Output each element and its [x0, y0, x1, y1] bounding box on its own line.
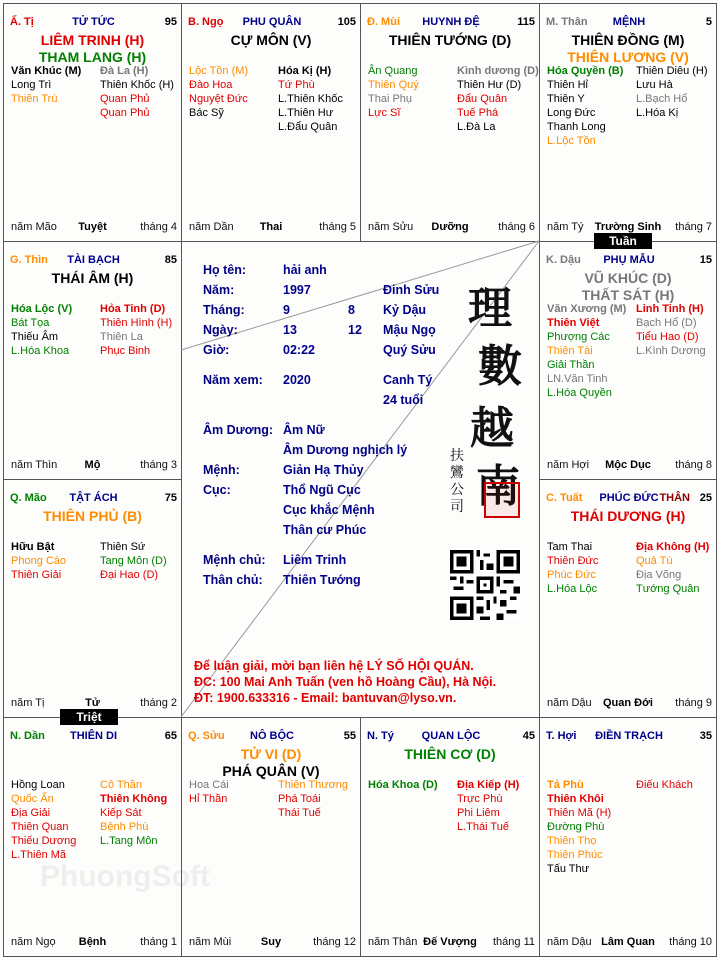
palace-year: năm Thìn	[11, 459, 58, 471]
palace-name: QUAN LỘC	[421, 730, 481, 742]
ho-ten-value: hải anh	[283, 263, 327, 277]
palace-dai-han-number: 5	[705, 16, 712, 28]
minor-star: Ân Quang	[368, 65, 418, 77]
minor-star: Thiên Y	[547, 93, 585, 105]
thang-label: Tháng:	[203, 303, 245, 317]
minor-star: Tang Môn (D)	[100, 555, 167, 567]
palace-can-chi: G. Thìn	[10, 254, 48, 266]
minor-star: Tam Thai	[547, 541, 593, 553]
palace-dai-han-number: 75	[164, 492, 177, 504]
minor-star: Phá Toái	[278, 793, 321, 805]
palace-truong-sinh: Suy	[260, 936, 282, 948]
nam-xem-can-chi: Canh Tý	[383, 373, 433, 387]
main-star: THAM LANG (H)	[38, 49, 147, 65]
minor-star: Hóa Kị (H)	[278, 65, 332, 77]
nam-label: Năm:	[203, 283, 235, 297]
calligraphy-char-4: 南	[476, 461, 520, 512]
minor-star: L.Thiên Khốc	[278, 93, 343, 105]
minor-star: Kiếp Sát	[100, 807, 142, 819]
main-star: THÁI DƯƠNG (H)	[570, 508, 686, 524]
palace-can-chi: Đ. Mùi	[367, 16, 400, 28]
palace-month: tháng 12	[313, 936, 356, 948]
than-chu-label: Thân chủ:	[203, 573, 263, 587]
minor-star: Hỉ Thần	[189, 793, 228, 805]
palace-month: tháng 3	[140, 459, 177, 471]
minor-star: Đại Hao (D)	[100, 569, 159, 581]
minor-star: Linh Tinh (H)	[636, 303, 704, 315]
minor-star: Bát Tọa	[11, 317, 50, 329]
minor-star: Thiên Hình (H)	[100, 317, 173, 329]
palace-can-chi: K. Dậu	[546, 254, 581, 266]
palace-month: tháng 10	[669, 936, 712, 948]
palace-year: năm Ngọ	[11, 936, 56, 948]
minor-star: Thiên Quý	[368, 79, 419, 91]
minor-star: Thiên Giải	[11, 569, 62, 581]
palace-name: TẬT ÁCH	[69, 492, 118, 504]
palace-year: năm Thân	[368, 936, 418, 948]
main-star: THIÊN CƠ (D)	[404, 746, 496, 762]
palace-truong-sinh: Dưỡng	[431, 221, 469, 233]
tuoi-value: 24 tuổi	[383, 393, 424, 407]
palace-month: tháng 4	[140, 221, 177, 233]
minor-star: Tiểu Hao (D)	[636, 331, 699, 343]
minor-star: Lưu Hà	[636, 79, 673, 91]
tuan-marker: Tuần	[594, 233, 652, 249]
minor-star: Kình dương (D)	[457, 65, 539, 77]
minor-star: L.Hóa Quyền	[547, 387, 612, 399]
minor-star: Lực Sĩ	[368, 107, 401, 119]
palace-name: TỬ TỨC	[72, 16, 115, 28]
nam-xem-label: Năm xem:	[203, 373, 263, 387]
ngay-value: 13	[283, 323, 297, 337]
minor-star: L.Đà La	[457, 121, 496, 133]
minor-star: L.Bạch Hổ	[636, 93, 688, 105]
minor-star: Thiên Phúc	[547, 849, 603, 861]
palace-dai-han-number: 105	[337, 16, 356, 28]
minor-star: L.Thái Tuế	[457, 821, 509, 833]
minor-star: L.Thiên Hư	[278, 107, 334, 119]
palace-dai-han-number: 85	[164, 254, 177, 266]
minor-star: L.Hóa Lộc	[547, 583, 598, 595]
minor-star: Quả Tú	[636, 555, 673, 567]
palace-can-chi: T. Hợi	[546, 730, 577, 742]
palace-truong-sinh: Mộ	[84, 459, 101, 471]
minor-star: Địa Không (H)	[636, 541, 710, 553]
main-star: THIÊN ĐỒNG (M)	[571, 32, 685, 48]
palace-can-chi: N. Tý	[367, 730, 394, 742]
palace-truong-sinh: Lâm Quan	[601, 936, 655, 948]
minor-star: LN.Văn Tinh	[547, 373, 608, 385]
minor-star: Bạch Hổ (D)	[636, 317, 697, 329]
palace-can-chi: M. Thân	[546, 16, 588, 28]
am-duong-label: Âm Dương:	[203, 423, 274, 437]
minor-star: Văn Xương (M)	[547, 303, 627, 315]
minor-star: Thanh Long	[547, 121, 606, 133]
minor-star: Địa Giải	[11, 807, 51, 819]
palace-month: tháng 2	[140, 697, 177, 709]
palace-truong-sinh: Trường Sinh	[594, 221, 662, 233]
palace-can-chi: Q. Mão	[10, 492, 47, 504]
minor-star: Hóa Khoa (D)	[368, 779, 438, 791]
main-star: THIÊN PHỦ (B)	[43, 508, 142, 524]
cuc-value-2: Cục khắc Mệnh	[283, 503, 375, 517]
minor-star: Đà La (H)	[100, 65, 149, 77]
minor-star: Phúc Đức	[547, 569, 596, 581]
minor-star: Quan Phủ	[100, 93, 150, 105]
thang-am-value: 8	[348, 303, 355, 317]
qr-code	[450, 550, 520, 620]
minor-star: Thái Tuế	[278, 807, 321, 819]
than-chu-value: Thiên Tướng	[283, 573, 361, 587]
minor-star: L.Hóa Kị	[636, 107, 679, 119]
minor-star: Thiên Thương	[278, 779, 349, 791]
palace-year: năm Tý	[547, 221, 584, 233]
palace-month: tháng 9	[675, 697, 712, 709]
palace-month: tháng 6	[498, 221, 535, 233]
minor-star: L.Tang Môn	[100, 835, 158, 847]
ngay-label: Ngày:	[203, 323, 238, 337]
palace-name: PHỤ MẪU	[603, 254, 655, 266]
minor-star: Hữu Bật	[11, 541, 55, 553]
palace-dai-han-number: 65	[164, 730, 177, 742]
palace-dai-han-number: 55	[343, 730, 356, 742]
menh-chu-label: Mệnh chủ:	[203, 553, 266, 567]
minor-star: Tướng Quân	[636, 583, 700, 595]
minor-star: Thiên Việt	[547, 317, 600, 329]
nam-xem-value: 2020	[283, 373, 311, 387]
palace-truong-sinh: Bệnh	[78, 936, 107, 948]
palace-can-chi: Ấ. Tị	[10, 16, 34, 28]
palace-name: ĐIỀN TRẠCH	[595, 730, 663, 742]
palace-truong-sinh: Tử	[85, 697, 100, 709]
minor-star: L.Kình Dương	[636, 345, 706, 357]
thang-value: 9	[283, 303, 290, 317]
palace-month: tháng 7	[675, 221, 712, 233]
minor-star: Hóa Lộc (V)	[11, 303, 73, 315]
palace-year: năm Dần	[189, 221, 234, 233]
minor-star: Hồng Loan	[11, 779, 65, 791]
main-star: LIÊM TRINH (H)	[40, 32, 145, 48]
menh-value: Giản Hạ Thủy	[283, 463, 364, 477]
thang-can-chi: Kỷ Dậu	[383, 303, 427, 317]
minor-star: Tuế Phá	[457, 107, 499, 119]
palace-name: PHÚC ĐỨC	[599, 492, 659, 504]
palace-dai-han-number: 35	[699, 730, 712, 742]
minor-star: Hoa Cái	[189, 779, 229, 791]
palace-dai-han-number: 115	[517, 16, 535, 28]
seal-small-text: 扶鸞公司	[450, 448, 464, 515]
palace-truong-sinh: Mộc Dục	[605, 459, 651, 471]
minor-star: Quốc Ấn	[11, 793, 54, 805]
palace-name: TÀI BẠCH	[67, 254, 120, 266]
minor-star: Bác Sỹ	[189, 107, 224, 119]
minor-star: Thiên Trù	[11, 93, 58, 105]
palace-can-chi: N. Dần	[10, 730, 45, 742]
cuc-value: Thổ Ngũ Cục	[283, 483, 361, 497]
minor-star: Thiếu Dương	[11, 835, 77, 847]
cuc-value-3: Thân cư Phúc	[283, 523, 367, 537]
palace-name: PHU QUÂN	[242, 16, 302, 28]
minor-star: Đường Phù	[547, 821, 605, 833]
than-marker: THÂN	[659, 492, 690, 504]
minor-star: Phục Binh	[100, 345, 151, 357]
minor-star: Thiên Khốc (H)	[100, 79, 174, 91]
minor-star: Thiên La	[100, 331, 143, 343]
contact-address: ĐC: 100 Mai Anh Tuấn (ven hồ Hoàng Cầu), Hà Nội.	[194, 675, 497, 689]
minor-star: Thiếu Âm	[11, 331, 59, 343]
minor-star: L.Hóa Khoa	[11, 345, 70, 357]
palace-truong-sinh: Đế Vượng	[423, 936, 477, 948]
minor-star: Điếu Khách	[636, 779, 693, 791]
main-star: THÁI ÂM (H)	[51, 270, 134, 286]
gio-value: 02:22	[283, 343, 315, 357]
calligraphy-char-1: 理	[468, 283, 512, 334]
minor-star: Bệnh Phù	[100, 821, 149, 833]
ngay-can-chi: Mậu Ngọ	[383, 323, 436, 337]
palace-name: MỆNH	[612, 16, 646, 28]
triet-marker: Triệt	[60, 709, 118, 725]
minor-star: Tấu Thư	[547, 863, 590, 875]
minor-star: Thiên Thọ	[547, 835, 597, 847]
minor-star: Tứ Phù	[278, 79, 315, 91]
palace-truong-sinh: Thai	[259, 221, 283, 233]
minor-star: L.Đẩu Quân	[278, 121, 338, 133]
palace-name: THIÊN DI	[69, 730, 118, 742]
palace-truong-sinh: Quan Đới	[603, 697, 653, 709]
main-star: CỰ MÔN (V)	[230, 32, 312, 48]
palace-can-chi: Q. Sửu	[188, 730, 225, 742]
palace-month: tháng 1	[140, 936, 177, 948]
palace-month: tháng 8	[675, 459, 712, 471]
minor-star: Thiên Diêu (H)	[636, 65, 708, 77]
palace-dai-han-number: 95	[164, 16, 177, 28]
minor-star: Thiên Sứ	[100, 541, 146, 553]
palace-dai-han-number: 45	[522, 730, 535, 742]
minor-star: Văn Khúc (M)	[11, 65, 82, 77]
palace-year: năm Sửu	[368, 221, 414, 233]
am-duong-value-2: Âm Dương nghịch lý	[283, 443, 408, 457]
minor-star: Trực Phù	[457, 793, 503, 805]
main-star: THIÊN LƯƠNG (V)	[567, 49, 689, 65]
main-star: THIÊN TƯỚNG (D)	[388, 32, 512, 48]
watermark: PhuongSoft	[40, 860, 210, 893]
palace-year: năm Hợi	[547, 459, 590, 471]
cuc-label: Cục:	[203, 483, 231, 497]
menh-chu-value: Liêm Trinh	[283, 553, 347, 567]
main-star: VŨ KHÚC (D)	[584, 270, 672, 286]
main-star: TỬ VI (D)	[240, 746, 302, 762]
palace-name: HUYNH ĐỆ	[422, 16, 480, 28]
nam-value: 1997	[283, 283, 311, 297]
minor-star: Thiên Quan	[11, 821, 69, 833]
palace-dai-han-number: 25	[699, 492, 712, 504]
ho-ten-label: Họ tên:	[203, 263, 247, 277]
gio-can-chi: Quý Sửu	[383, 343, 436, 357]
minor-star: Phi Liêm	[457, 807, 500, 819]
minor-star: Thiên Mã (H)	[547, 807, 612, 819]
palace-year: năm Dậu	[547, 697, 592, 709]
minor-star: Long Đức	[547, 107, 596, 119]
minor-star: Đào Hoa	[189, 79, 233, 91]
minor-star: Phượng Các	[547, 331, 610, 343]
minor-star: Hóa Quyền (B)	[547, 65, 624, 77]
am-duong-value: Âm Nữ	[283, 423, 325, 437]
contact-line-1: Để luận giải, mời bạn liên hệ LÝ SỐ HỘI QUÁN.	[194, 659, 474, 673]
minor-star: Nguyệt Đức	[189, 93, 248, 105]
contact-phone-email: ĐT: 1900.633316 - Email: bantuvan@lyso.vn.	[194, 691, 457, 705]
main-star: THẤT SÁT (H)	[581, 287, 675, 303]
minor-star: Thiên Đức	[547, 555, 599, 567]
palace-can-chi: C. Tuất	[546, 492, 583, 504]
minor-star: L.Lộc Tồn	[547, 135, 596, 147]
palace-year: năm Dậu	[547, 936, 592, 948]
ngay-am-value: 12	[348, 323, 362, 337]
minor-star: L.Thiên Mã	[11, 849, 67, 861]
gio-label: Giờ:	[203, 343, 230, 357]
palace-month: tháng 11	[492, 936, 535, 948]
minor-star: Cô Thần	[100, 779, 142, 791]
minor-star: Giải Thần	[547, 359, 595, 371]
minor-star: Địa Võng	[636, 569, 682, 581]
palace-can-chi: B. Ngọ	[188, 16, 224, 28]
minor-star: Địa Kiếp (H)	[457, 779, 520, 791]
minor-star: Thiên Hỉ	[547, 79, 588, 91]
palace-truong-sinh: Tuyệt	[78, 221, 107, 233]
calligraphy-char-3: 越	[470, 403, 514, 454]
minor-star: Long Trì	[11, 79, 52, 91]
palace-year: năm Mão	[11, 221, 57, 233]
minor-star: Đẩu Quân	[457, 93, 508, 105]
minor-star: Lộc Tồn (M)	[189, 65, 249, 77]
nam-can-chi: Đinh Sửu	[383, 283, 440, 297]
calligraphy-char-2: 數	[478, 341, 522, 392]
minor-star: Thiên Hư (D)	[457, 79, 522, 91]
minor-star: Thiên Không	[100, 793, 168, 805]
minor-star: Phong Cáo	[11, 555, 67, 567]
palace-name: NÔ BỘC	[250, 730, 294, 742]
palace-year: năm Tị	[11, 697, 45, 709]
main-star: PHÁ QUÂN (V)	[222, 763, 320, 779]
palace-month: tháng 5	[319, 221, 356, 233]
minor-star: Tả Phù	[547, 779, 584, 791]
minor-star: Hỏa Tinh (D)	[100, 303, 166, 315]
menh-label: Mệnh:	[203, 463, 240, 477]
palace-year: năm Mùi	[189, 936, 232, 948]
minor-star: Thai Phụ	[368, 93, 413, 105]
red-seal-stamp	[484, 482, 520, 518]
palace-dai-han-number: 15	[699, 254, 712, 266]
minor-star: Thiên Tài	[547, 345, 593, 357]
minor-star: Quan Phủ	[100, 107, 150, 119]
minor-star: Thiên Khôi	[547, 793, 604, 805]
